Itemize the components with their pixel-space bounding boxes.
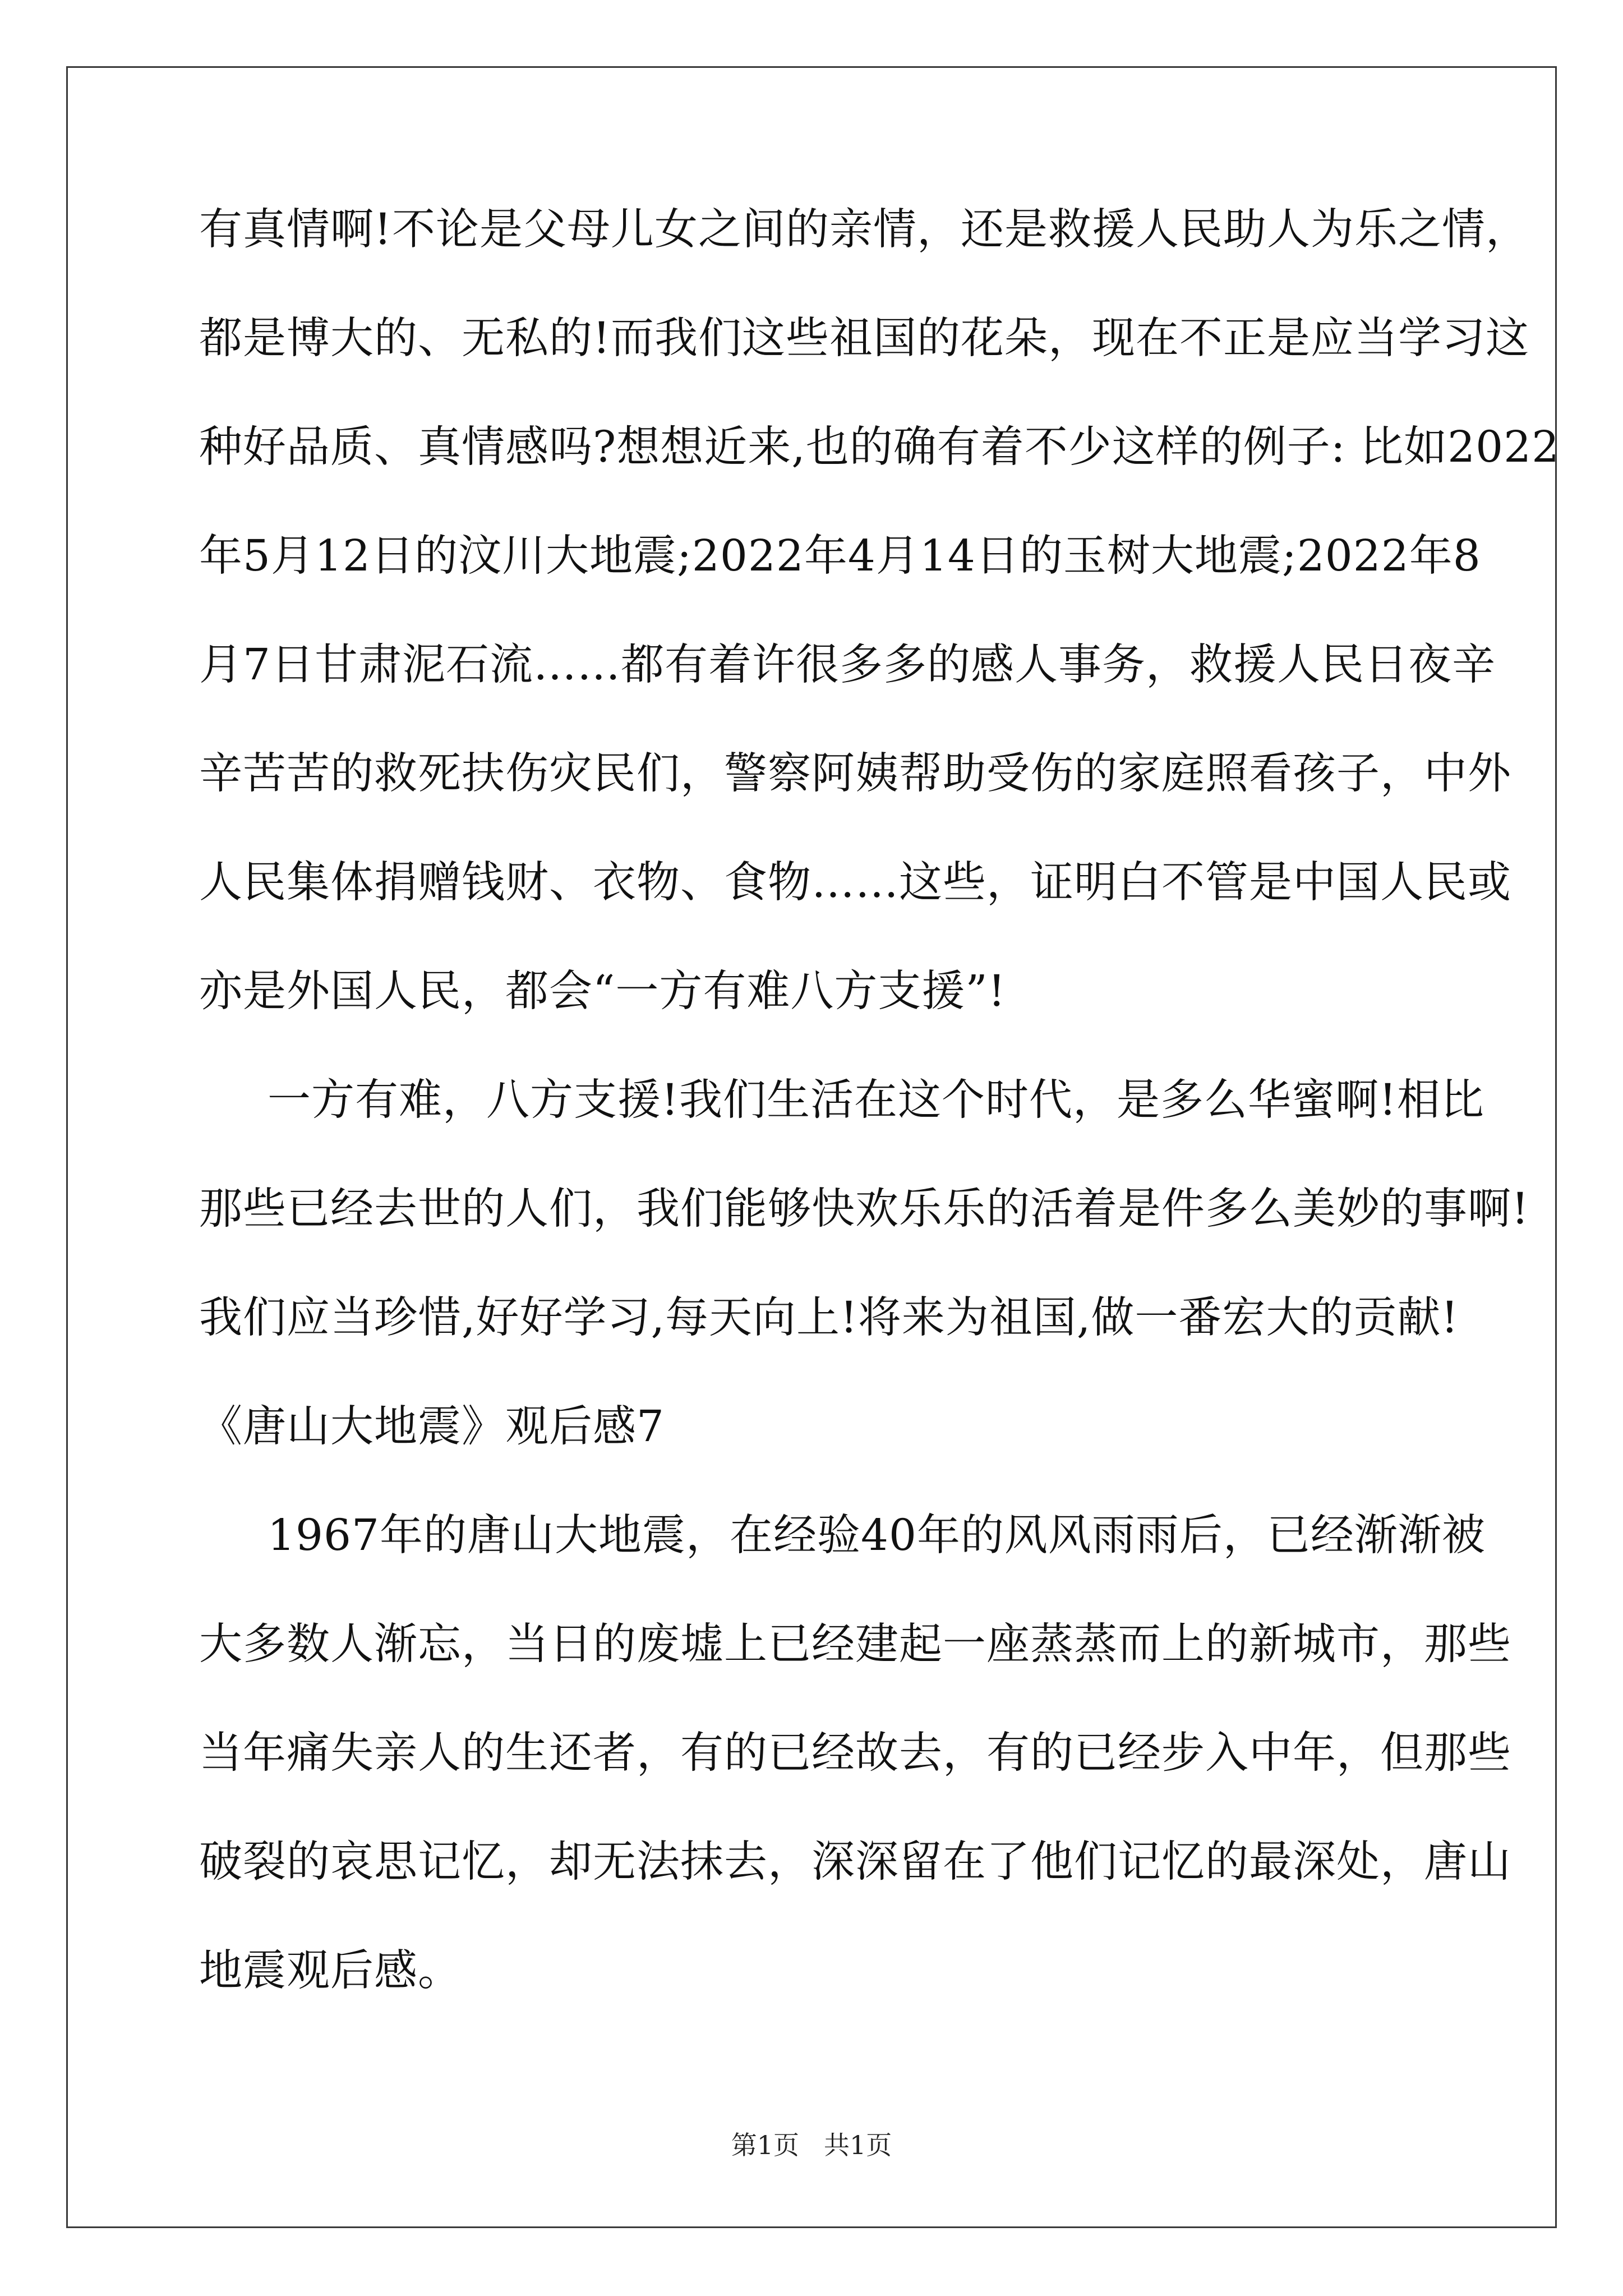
- page-number-current: 第1页: [731, 2130, 799, 2160]
- text-line: 大多数人渐忘，当日的废墟上已经建起一座蒸蒸而上的新城市，那些: [199, 1619, 1511, 1669]
- text-line: 人民集体捐赠钱财、衣物、食物……这些，证明白不管是中国人民或: [199, 858, 1511, 908]
- text-line: 辛苦苦的救死扶伤灾民们，警察阿姨帮助受伤的家庭照看孩子，中外: [199, 749, 1511, 799]
- text-line: 亦是外国人民，都会“一方有难八方支援”!: [199, 967, 1006, 1016]
- section-heading: 《唐山大地震》观后感7: [199, 1402, 665, 1452]
- page-footer: [0, 2129, 1623, 2161]
- paragraph-start-line: 1967年的唐山大地震，在经验40年的风风雨雨后，已经渐渐被: [268, 1511, 1486, 1561]
- text-line: 月7日甘肃泥石流……都有着许很多多的感人事务，救援人民日夜辛: [199, 640, 1496, 690]
- text-line: 我们应当珍惜,好好学习,每天向上!将来为祖国,做一番宏大的贡献!: [199, 1293, 1459, 1343]
- text-line: 地震观后感。: [199, 1946, 462, 1996]
- text-line: 那些已经去世的人们，我们能够快欢乐乐的活着是件多么美妙的事啊!: [199, 1184, 1529, 1234]
- text-line: 都是博大的、无私的!而我们这些祖国的花朵，现在不正是应当学习这: [199, 314, 1529, 364]
- text-line: 种好品质、真情感吗?想想近来,也的确有着不少这样的例子: 比如2022: [199, 422, 1560, 472]
- document-body: [199, 203, 1560, 2053]
- page-number-total: 共1页: [824, 2130, 892, 2160]
- text-line: 年5月12日的汶川大地震;2022年4月14日的玉树大地震;2022年8: [199, 531, 1481, 581]
- text-line: 有真情啊!不论是父母儿女之间的亲情，还是救援人民助人为乐之情，: [199, 205, 1529, 255]
- text-line: 破裂的哀思记忆，却无法抹去，深深留在了他们记忆的最深处，唐山: [199, 1837, 1511, 1887]
- paragraph-start-line: 一方有难，八方支援!我们生活在这个时代，是多么华蜜啊!相比: [268, 1075, 1484, 1125]
- text-line: 当年痛失亲人的生还者，有的已经故去，有的已经步入中年，但那些: [199, 1728, 1511, 1778]
